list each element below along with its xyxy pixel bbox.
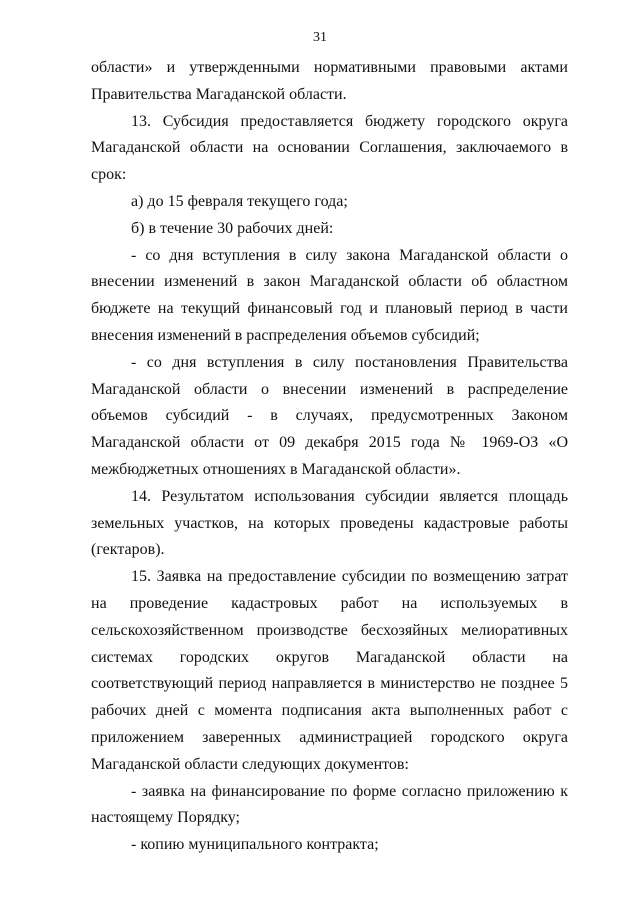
- paragraph-dash-resolution: - со дня вступления в силу постановления Правительства Магаданской области о внесении изменений в распределение объемов субсидий - в случаях, предусмотренных Законом Магаданской области от 09 декабря 2015 года № 1969-ОЗ «О межбюджетных отношениях в Магаданской области».: [91, 353, 568, 478]
- page-number: 31: [313, 30, 327, 45]
- paragraph-item-15: 15. Заявка на предоставление субсидии по возмещению затрат на проведение кадастровых работ на используемых в сельскохозяйственном производстве бесхозяйных мелиоративных системах городских округов Магаданской области на соответствующий период направляется в министерство не позднее 5 рабочих дней с момента подписания акта выполненных работ с приложением заверенных администрацией городского округа Магаданской области следующих документов:: [91, 568, 568, 773]
- paragraph-item-13-b: б) в течение 30 рабочих дней:: [131, 219, 334, 237]
- document-body: [91, 55, 568, 859]
- paragraph-dash-contract: - копию муниципального контракта;: [131, 836, 379, 854]
- paragraph-item-14: 14. Результатом использования субсидии является площадь земельных участков, на которых проведены кадастровые работы (гектаров).: [91, 487, 568, 559]
- paragraph-continuation: области» и утвержденными нормативными правовыми актами Правительства Магаданской области.: [91, 59, 568, 103]
- paragraph-item-13: 13. Субсидия предоставляется бюджету городского округа Магаданской области на основании Соглашения, заключаемого в срок:: [91, 112, 568, 184]
- paragraph-item-13-a: а) до 15 февраля текущего года;: [131, 192, 348, 210]
- paragraph-dash-application: - заявка на финансирование по форме согласно приложению к настоящему Порядку;: [91, 782, 568, 827]
- paragraph-dash-law: - со дня вступления в силу закона Магаданской области о внесении изменений в закон Магаданской области об областном бюджете на текущий финансовый год и плановый период в части внесения изменений в распределения объемов субсидий;: [91, 246, 568, 344]
